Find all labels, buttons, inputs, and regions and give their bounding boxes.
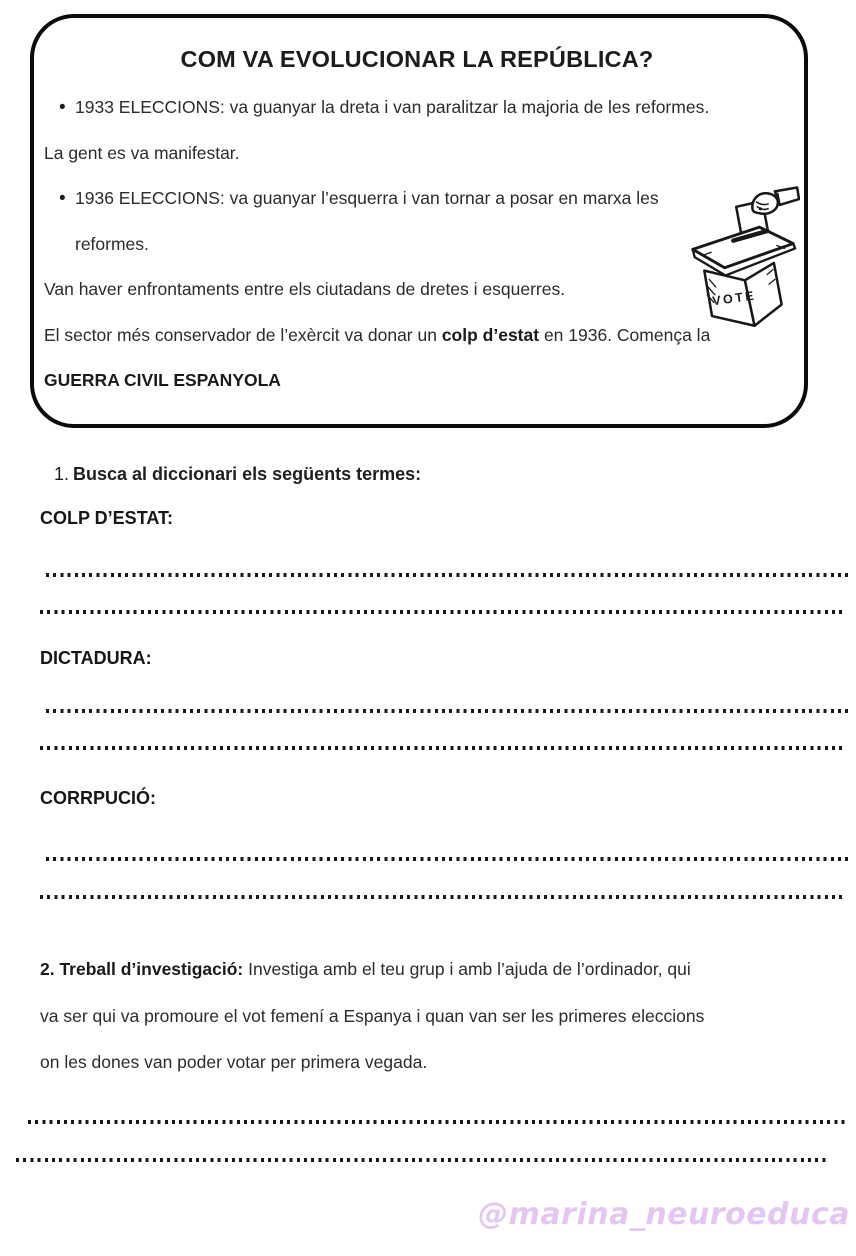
colp-pre-text: El sector més conservador de l’exèrcit va donar un [44, 324, 442, 345]
answer-line [46, 857, 850, 861]
answer-line [16, 1158, 828, 1162]
term-dictadura: DICTADURA: [40, 648, 152, 668]
bullet-1936-continuation: reformes. [75, 233, 149, 254]
exercise-1-number: 1. [54, 464, 70, 484]
bullet-item-1936 [44, 176, 790, 222]
colp-post-text: en 1936. Comença la [539, 324, 711, 345]
answer-line [40, 746, 843, 750]
term-colp-destat: COLP D’ESTAT: [40, 508, 174, 528]
answer-line [46, 709, 850, 713]
exercise-1-title: Busca al diccionari els següents termes: [73, 464, 422, 484]
ballot-box-icon [684, 184, 800, 336]
guerra-civil-heading: GUERRA CIVIL ESPANYOLA [44, 370, 281, 390]
exercise-2-lead: 2. Treball d’investigació: [40, 959, 244, 979]
answer-line [40, 895, 843, 899]
bullet-1936-text: 1936 ELECCIONS: va guanyar l’esquerra i van tornar a posar en marxa les [75, 188, 659, 208]
ballot-box-illustration [684, 184, 800, 336]
exercise-1-heading [54, 464, 421, 485]
watermark-credit: @marina_neuroeduca [478, 1197, 850, 1232]
paragraph-colp-destat [44, 313, 790, 359]
exercise-2-line-3: on les dones van poder votar per primera vegada. [40, 1052, 428, 1072]
exercise-2-line-1 [40, 946, 830, 993]
answer-line [40, 610, 843, 614]
answer-line [46, 573, 850, 577]
info-box [30, 14, 808, 428]
exercise-2-paragraph [40, 946, 830, 1086]
bullet-icon: • [59, 97, 66, 118]
paragraph-enfrontaments: Van haver enfrontaments entre els ciutadans de dretes i esquerres. [44, 279, 566, 299]
bullet-icon: • [59, 188, 66, 209]
answer-line [28, 1120, 846, 1124]
colp-bold-text: colp d’estat [441, 324, 540, 345]
paragraph-manifestar: La gent es va manifestar. [44, 142, 240, 163]
page-title: COM VA EVOLUCIONAR LA REPÚBLICA? [180, 46, 654, 72]
exercise-2-text-1: Investiga amb el teu grup i amb l’ajuda de l’ordinador, qui [243, 959, 691, 979]
exercise-2-line-2: va ser qui va promoure el vot femení a Espanya i quan van ser les primeres eleccions [40, 1005, 705, 1026]
vote-label: VOTE [711, 288, 757, 309]
term-corrpucio: CORRPUCIÓ: [40, 788, 156, 808]
bullet-item-1933 [44, 85, 790, 131]
bullet-1933-text: 1933 ELECCIONS: va guanyar la dreta i van paralitzar la majoria de les reformes. [75, 97, 710, 117]
